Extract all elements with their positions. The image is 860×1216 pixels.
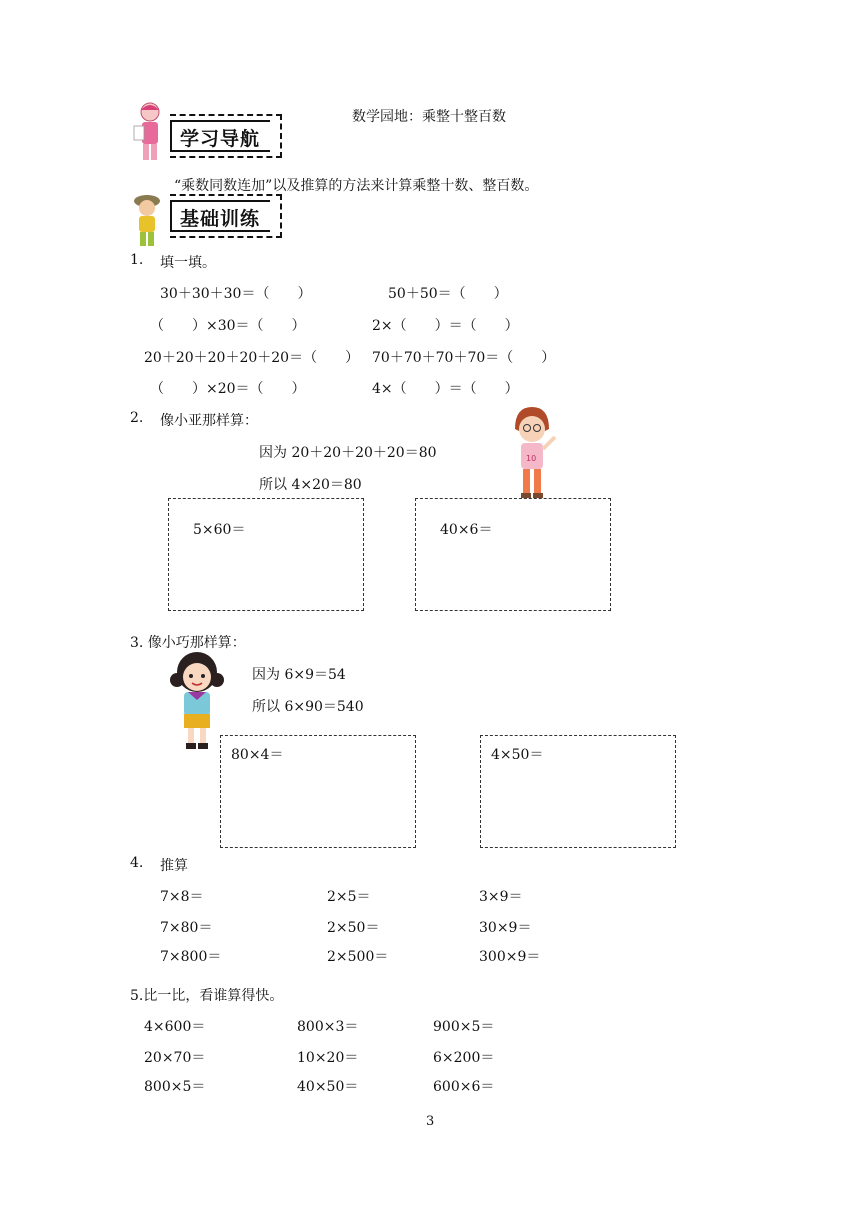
q4-item: 2×50＝	[327, 920, 380, 936]
answer-box-label: 4×50＝	[491, 747, 544, 763]
q2-example-line1: 因为 20＋20＋20＋20＝80	[259, 445, 437, 461]
study-guide-banner	[170, 114, 282, 158]
q5-item: 600×6＝	[433, 1079, 495, 1095]
q5-title: 5.比一比，看谁算得快。	[130, 988, 284, 1004]
q5-item: 900×5＝	[433, 1019, 495, 1035]
q1-number: 1.	[130, 252, 144, 268]
answer-box[interactable]	[480, 735, 676, 848]
q1-item: （ ）×20＝（ ）	[150, 381, 306, 397]
q1-item: 70＋70＋70＋70＝（ ）	[372, 350, 556, 366]
teacher-illustration	[130, 100, 170, 162]
q4-item: 2×500＝	[327, 949, 389, 965]
q4-item: 3×9＝	[479, 889, 523, 905]
q3-example-line1: 因为 6×9＝54	[252, 667, 346, 683]
q1-item: 50＋50＝（ ）	[388, 286, 508, 302]
basic-training-banner	[170, 194, 282, 238]
answer-box-label: 5×60＝	[193, 522, 246, 538]
q3-example-line2: 所以 6×90＝540	[252, 699, 364, 715]
answer-box[interactable]	[220, 735, 416, 848]
q4-item: 30×9＝	[479, 920, 532, 936]
basic-training-label: 基础训练	[180, 208, 261, 230]
q1-item: 20＋20＋20＋20＋20＝（ ）	[144, 350, 360, 366]
answer-box-label: 80×4＝	[231, 747, 284, 763]
study-guide-label: 学习导航	[180, 128, 261, 150]
q4-title: 推算	[160, 858, 188, 874]
q5-item: 10×20＝	[297, 1050, 359, 1066]
boy-illustration	[130, 192, 164, 250]
q5-item: 4×600＝	[144, 1019, 206, 1035]
q1-item: 2×（ ）＝（ ）	[372, 318, 519, 334]
xiaoya-illustration	[505, 405, 559, 501]
page-title: 数学园地：乘整十整百数	[352, 109, 506, 125]
q2-number: 2.	[130, 410, 144, 426]
q5-item: 800×5＝	[144, 1079, 206, 1095]
xiaoqiao-illustration	[168, 648, 226, 752]
intro-text: “乘数同数连加”以及推算的方法来计算乘整十数、整百数。	[174, 178, 539, 194]
q1-item: 4×（ ）＝（ ）	[372, 381, 519, 397]
q4-item: 7×800＝	[160, 949, 222, 965]
q1-item: （ ）×30＝（ ）	[150, 318, 306, 334]
answer-box[interactable]	[168, 498, 364, 611]
q5-item: 20×70＝	[144, 1050, 206, 1066]
q2-example-line2: 所以 4×20＝80	[259, 477, 362, 493]
q5-item: 6×200＝	[433, 1050, 495, 1066]
q4-item: 2×5＝	[327, 889, 371, 905]
q4-number: 4.	[130, 855, 144, 871]
q4-item: 7×80＝	[160, 920, 213, 936]
answer-box[interactable]	[415, 498, 611, 611]
q1-item: 30＋30＋30＝（ ）	[160, 286, 312, 302]
q2-title: 像小亚那样算：	[160, 413, 258, 429]
svg-text:10: 10	[526, 454, 537, 463]
q1-title: 填一填。	[160, 255, 216, 271]
q4-item: 7×8＝	[160, 889, 204, 905]
q5-item: 800×3＝	[297, 1019, 359, 1035]
answer-box-label: 40×6＝	[440, 522, 493, 538]
q3-title: 3. 像小巧那样算：	[130, 635, 246, 651]
q5-item: 40×50＝	[297, 1079, 359, 1095]
q4-item: 300×9＝	[479, 949, 541, 965]
page-number: 3	[426, 1114, 435, 1129]
